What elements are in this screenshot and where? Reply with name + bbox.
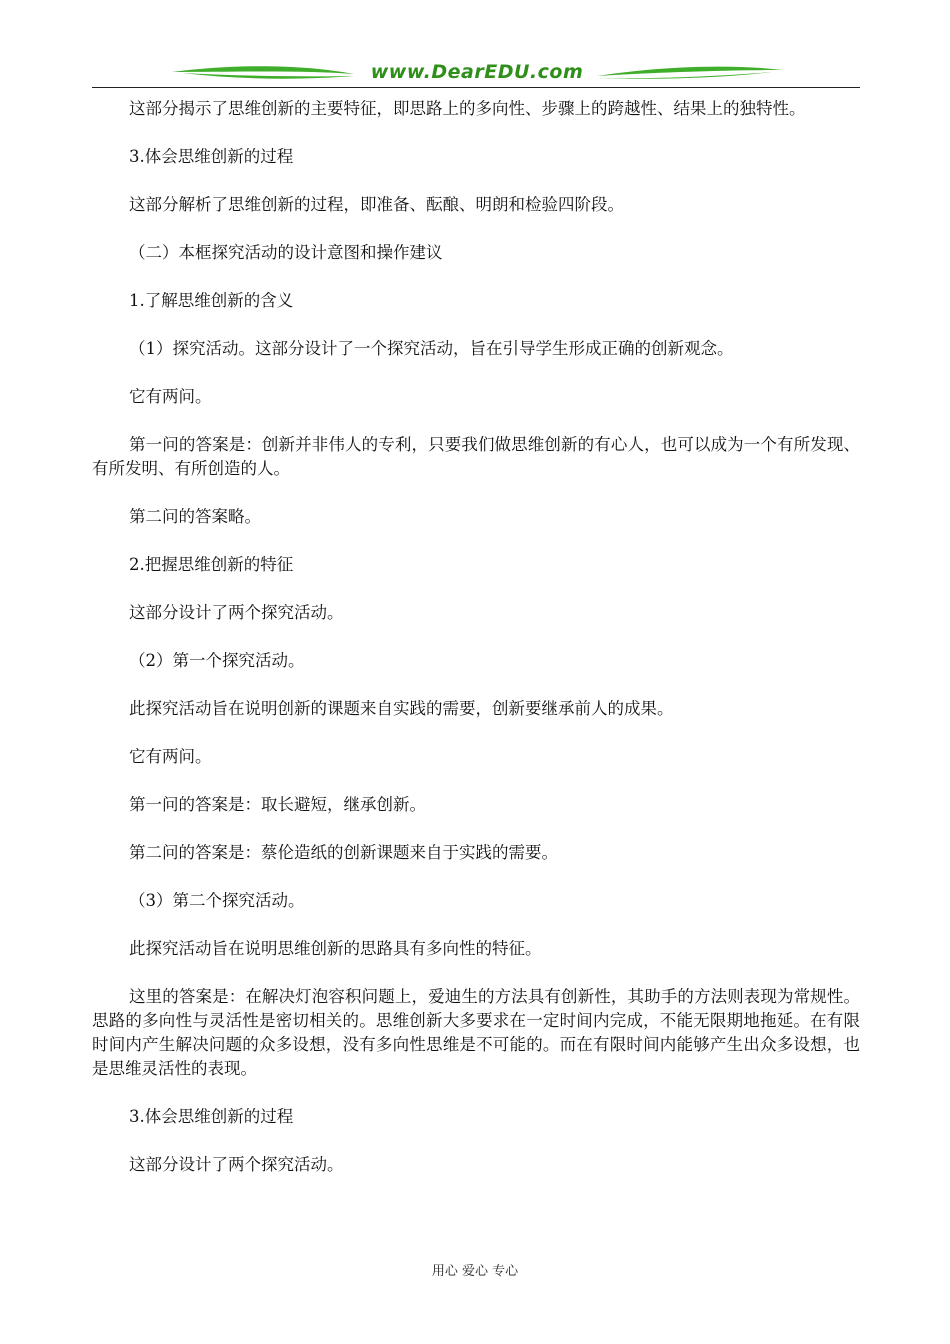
paragraph: 它有两问。	[129, 747, 212, 766]
paragraph: 这部分揭示了思维创新的主要特征，即思路上的多向性、步骤上的跨越性、结果上的独特性。	[129, 99, 806, 118]
paragraph: 第二问的答案略。	[129, 507, 261, 526]
left-swoosh	[172, 66, 354, 74]
paragraph: 这部分设计了两个探究活动。	[129, 603, 344, 622]
paragraph: 此探究活动旨在说明思维创新的思路具有多向性的特征。	[129, 939, 542, 958]
section-heading: 2.把握思维创新的特征	[129, 555, 294, 574]
paragraph: 它有两问。	[129, 387, 212, 406]
paragraph: （2）第一个探究活动。	[129, 651, 305, 670]
paragraph: 第一问的答案是：创新并非伟人的专利，只要我们做思维创新的有心人，也可以成为一个有所发现、有所发明、有所创造的人。	[92, 435, 860, 478]
header-divider	[92, 87, 860, 88]
section-heading: 1.了解思维创新的含义	[129, 291, 294, 310]
page-footer: 用心 爱心 专心	[431, 1264, 519, 1279]
section-heading: 3.体会思维创新的过程	[129, 147, 294, 166]
paragraph: 第二问的答案是：蔡伦造纸的创新课题来自于实践的需要。	[129, 843, 558, 862]
section-heading: 3.体会思维创新的过程	[129, 1107, 294, 1126]
paragraph: 这部分设计了两个探究活动。	[129, 1155, 344, 1174]
right-swoosh	[597, 67, 782, 76]
site-logo-text: www.DearEDU.com	[370, 61, 584, 83]
document-body	[92, 97, 860, 1201]
paragraph: 第一问的答案是：取长避短，继承创新。	[129, 795, 426, 814]
paragraph: 这部分解析了思维创新的过程，即准备、酝酿、明朗和检验四阶段。	[129, 195, 624, 214]
paragraph: 此探究活动旨在说明创新的课题来自实践的需要，创新要继承前人的成果。	[129, 699, 674, 718]
paragraph: 这里的答案是：在解决灯泡容积问题上，爱迪生的方法具有创新性，其助手的方法则表现为常规性。思路的多向性与灵活性是密切相关的。思维创新大多要求在一定时间内完成，不能无限期地拖延。在有限时间内产生解决问题的众多设想，没有多向性思维是不可能的。而在有限时间内能够产生出众多设想，也是思维灵活性的表现。	[92, 987, 860, 1078]
section-heading: （二）本框探究活动的设计意图和操作建议	[129, 243, 443, 262]
page-header	[92, 60, 860, 90]
paragraph: （3）第二个探究活动。	[129, 891, 305, 910]
paragraph: （1）探究活动。这部分设计了一个探究活动，旨在引导学生形成正确的创新观念。	[129, 339, 734, 358]
left-swoosh-lower	[182, 73, 354, 79]
